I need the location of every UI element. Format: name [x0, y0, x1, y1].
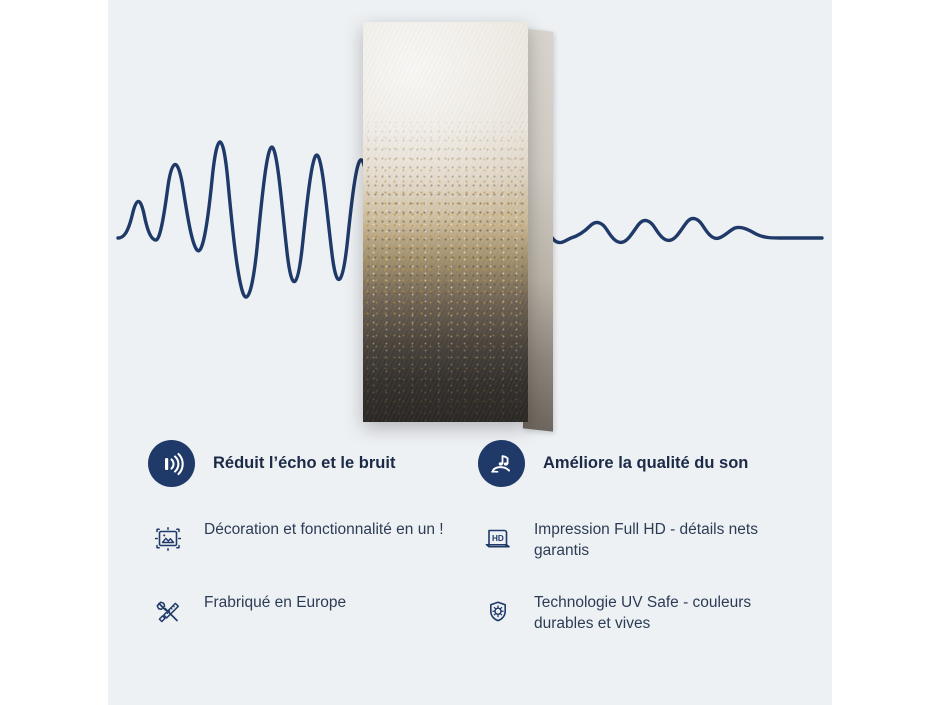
panel-grain-texture	[363, 22, 528, 422]
framed-picture-icon	[148, 519, 188, 559]
feature-label: Améliore la qualité du son	[543, 454, 749, 472]
secondary-feature-row-2	[148, 590, 808, 635]
svg-text:HD: HD	[492, 534, 504, 543]
feature-list	[148, 440, 808, 663]
feature-made-in-europe	[148, 590, 478, 635]
feature-label: Décoration et fonctionnalité en un !	[204, 521, 444, 538]
secondary-feature-row-1	[148, 517, 808, 562]
feature-improve-sound	[478, 440, 808, 487]
feature-label: Impression Full HD - détails nets garantis	[534, 521, 758, 560]
feature-reduce-echo	[148, 440, 478, 487]
feature-label: Technologie UV Safe - couleurs durables et vives	[534, 593, 752, 633]
sound-waves-icon	[148, 440, 195, 487]
tools-hammer-ruler-icon	[148, 592, 188, 632]
feature-label: Frabriqué en Europe	[204, 593, 347, 611]
feature-uv-safe	[478, 590, 808, 635]
panel-front-face	[363, 22, 528, 422]
feature-decoration	[148, 517, 478, 562]
feature-label: Réduit l’écho et le bruit	[213, 454, 396, 472]
hd-print-icon	[478, 519, 518, 559]
uv-shield-icon	[478, 592, 518, 632]
primary-feature-row	[148, 440, 808, 487]
image-canvas	[108, 0, 832, 705]
acoustic-panel-product	[363, 22, 573, 437]
hand-music-note-icon	[478, 440, 525, 487]
feature-full-hd	[478, 517, 808, 562]
